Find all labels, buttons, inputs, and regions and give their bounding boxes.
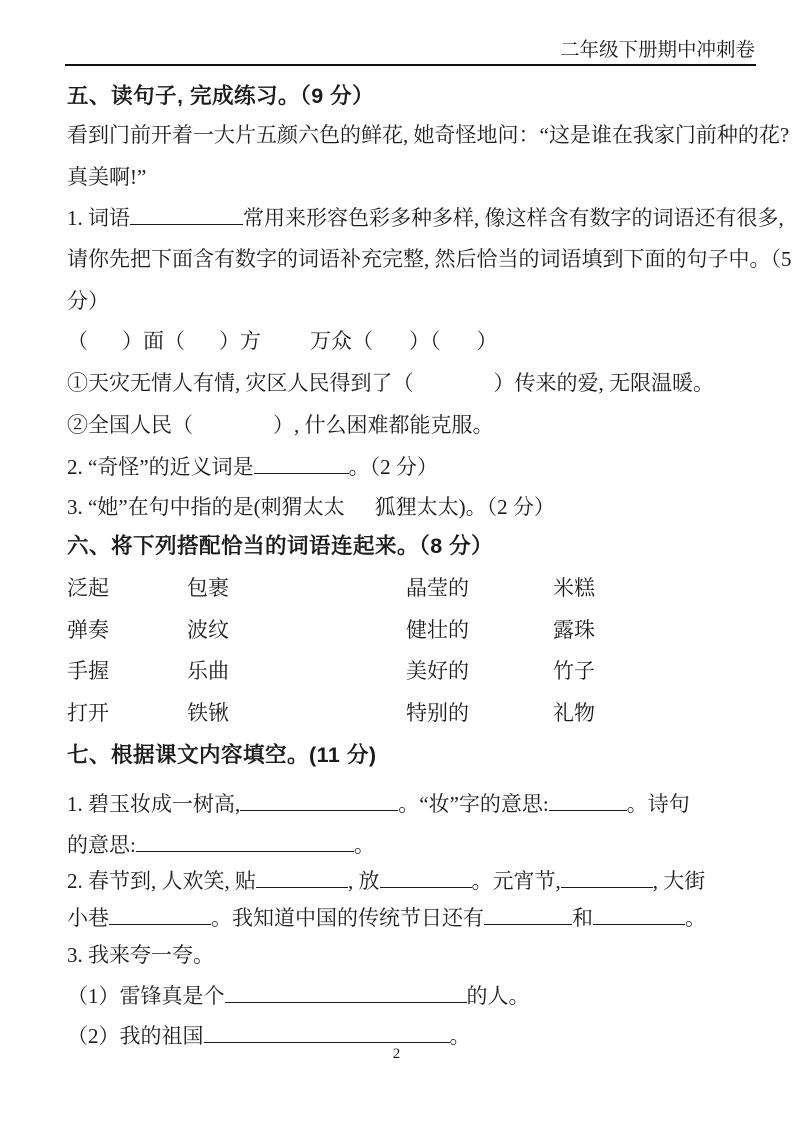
- seven-q2-blank-6: [593, 903, 685, 925]
- five-q1-after-blank: 常用来形容色彩多种多样, 像这样含有数字的词语还有很多,: [243, 206, 784, 230]
- page-number: 2: [392, 1046, 401, 1062]
- match-column-4: [553, 568, 595, 734]
- seven-q2-blank-3: [561, 866, 653, 888]
- match-column-1: [67, 568, 109, 734]
- word-blank-left: （ ）面（ ）方: [67, 329, 261, 353]
- section-six-heading: 六、将下列搭配恰当的词语连起来。（8 分）: [67, 534, 494, 558]
- five-q3: 3. “她”在句中指的是(刺猬太太 狐狸太太)。（2 分）: [67, 495, 555, 519]
- seven-q2-line-1: 2. 春节到, 人欢笑, 贴 , 放 。元宵节, , 大街: [67, 866, 705, 895]
- match-word: 竹子: [553, 659, 595, 683]
- seven-q1-line-2: 的意思: 。: [67, 830, 375, 859]
- five-q1-word-blanks: [67, 327, 498, 355]
- match-word: 包裹: [187, 576, 229, 600]
- page-header-title: 二年级下册期中冲刺卷: [559, 40, 755, 61]
- five-q1-line-2: 请你先把下面含有数字的词语补充完整, 然后恰当的词语填到下面的句子中。（5: [67, 247, 792, 271]
- header-rule: [65, 64, 756, 66]
- match-word: 米糕: [553, 576, 595, 600]
- seven-q1-blank-1: [240, 789, 398, 811]
- seven-q3-item-1: （1）雷锋真是个 的人。: [67, 981, 530, 1010]
- match-word: 乐曲: [187, 659, 229, 683]
- five-q2-blank: [254, 452, 349, 474]
- word-blank-right: 万众（ ）（ ）: [310, 329, 498, 353]
- five-q1-line-1: [67, 203, 784, 232]
- match-word: 弹奏: [67, 617, 109, 642]
- match-word: 晶莹的: [406, 576, 469, 600]
- seven-q2-blank-4: [109, 903, 211, 925]
- match-word: 波纹: [187, 617, 229, 642]
- match-word: 露珠: [553, 617, 595, 642]
- five-q1-blank: [130, 203, 243, 225]
- section-five-heading: 五、读句子, 完成练习。（9 分）: [67, 84, 375, 108]
- seven-q3-label: 3. 我来夸一夸。: [67, 943, 214, 967]
- match-word: 特别的: [406, 700, 469, 725]
- five-q2: 2. “奇怪”的近义词是 。（2 分）: [67, 452, 438, 481]
- seven-q1-blank-3: [136, 830, 354, 852]
- seven-q1-line-1: 1. 碧玉妆成一树高, 。“妆”字的意思: 。诗句: [67, 789, 690, 818]
- match-column-2: [187, 568, 229, 734]
- match-word: 健壮的: [406, 617, 469, 642]
- match-word: 打开: [67, 700, 109, 725]
- seven-q1-blank-2: [549, 789, 627, 811]
- seven-q3-item-2: （2）我的祖国 。: [67, 1021, 471, 1050]
- five-q1-lead: 1. 词语: [67, 206, 130, 230]
- seven-q2-line-2: 小巷 。我知道中国的传统节日还有 和 。: [67, 903, 706, 932]
- seven-q2-blank-5: [484, 903, 572, 925]
- match-column-3: [406, 568, 469, 734]
- match-word: 美好的: [406, 659, 469, 683]
- section-seven-heading: 七、根据课文内容填空。(11 分): [67, 743, 377, 767]
- five-q1-line-3: 分）: [67, 289, 109, 313]
- five-q1-item-1: ①天灾无情人有情, 灾区人民得到了（ ）传来的爱, 无限温暖。: [67, 371, 714, 395]
- five-q1-item-2: ②全国人民（ ）, 什么困难都能克服。: [67, 413, 494, 437]
- passage-line-1: 看到门前开着一大片五颜六色的鲜花, 她奇怪地问：“这是谁在我家门前种的花?: [67, 123, 790, 147]
- passage-line-2: 真美啊!”: [67, 165, 147, 189]
- match-word: 礼物: [553, 700, 595, 725]
- match-word: 泛起: [67, 576, 109, 600]
- seven-q3-blank-1: [225, 981, 467, 1003]
- seven-q2-blank-1: [256, 866, 348, 888]
- match-word: 铁锹: [187, 700, 229, 725]
- match-word: 手握: [67, 659, 109, 683]
- seven-q2-blank-2: [380, 866, 472, 888]
- seven-q3-blank-2: [204, 1021, 450, 1043]
